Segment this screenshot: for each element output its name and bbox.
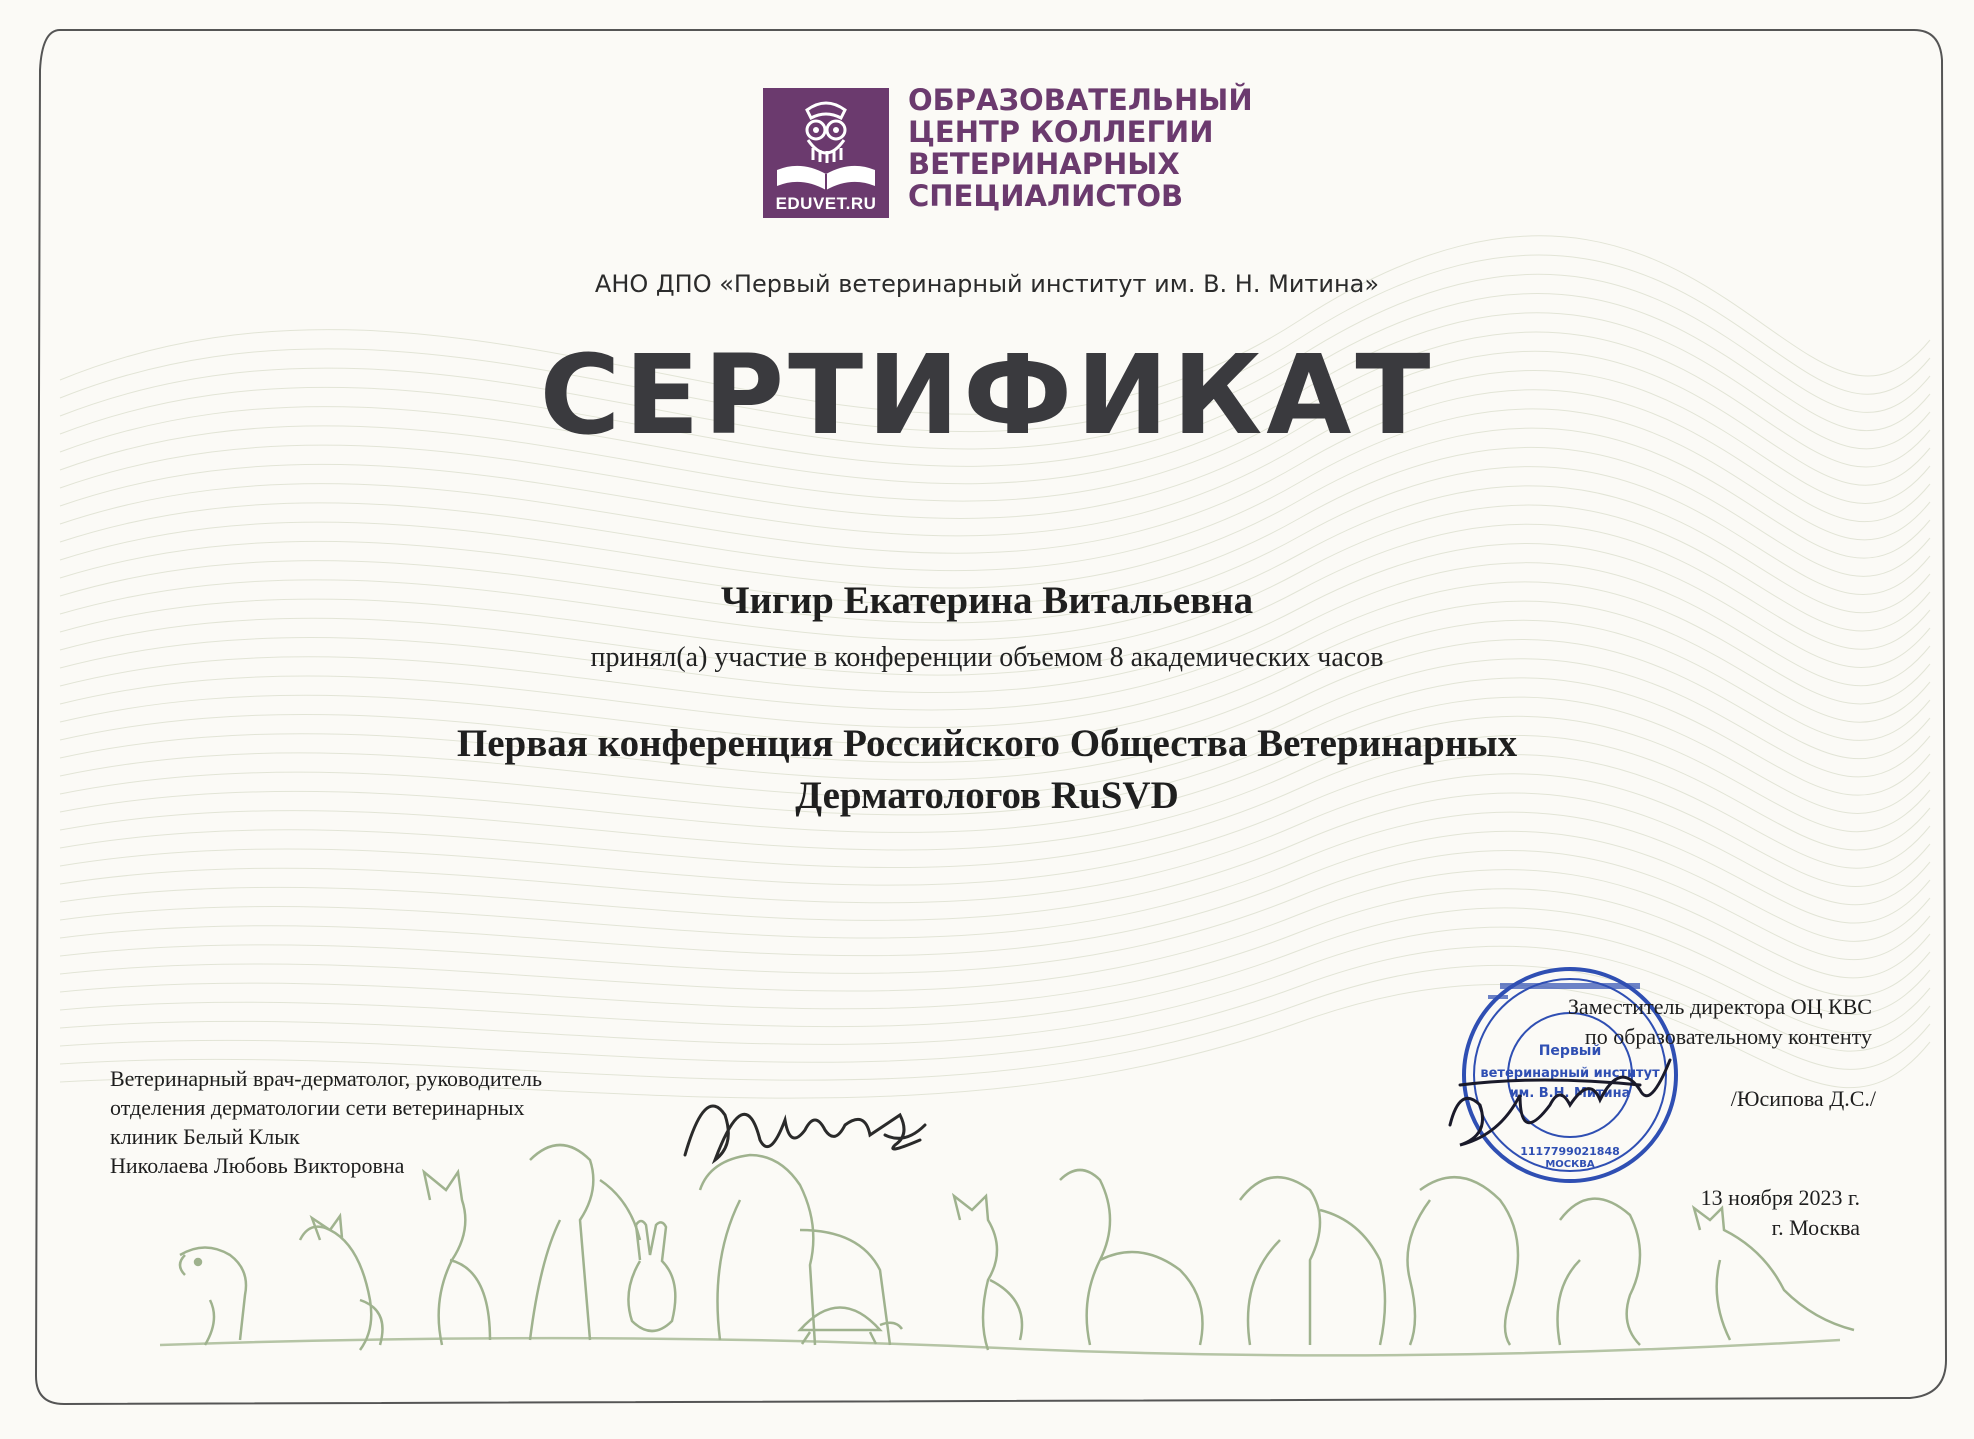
director-name: /Юсипова Д.С./ bbox=[1730, 1086, 1876, 1111]
speaker-name: Николаева Любовь Викторовна bbox=[110, 1153, 405, 1178]
director-block bbox=[1480, 992, 1872, 1052]
participation-text: принял(а) участие в конференции объемом 8 академических часов bbox=[590, 642, 1384, 673]
director-position: по образовательному контенту bbox=[1584, 1024, 1872, 1049]
logo bbox=[763, 88, 889, 218]
certificate-title: СЕРТИФИКАТ bbox=[539, 331, 1435, 459]
speaker-block bbox=[110, 1064, 670, 1180]
director-position: Заместитель директора ОЦ КВС bbox=[1567, 994, 1872, 1019]
speaker-signature bbox=[665, 1075, 985, 1185]
svg-text:1117799021848: 1117799021848 bbox=[1520, 1145, 1620, 1158]
owl-book-icon bbox=[763, 88, 889, 198]
logo-line: СПЕЦИАЛИСТОВ bbox=[908, 179, 1184, 213]
speaker-line: отделения дерматологии сети ветеринарных bbox=[110, 1095, 525, 1120]
logo-line: ОБРАЗОВАТЕЛЬНЫЙ bbox=[908, 83, 1253, 117]
speaker-line: Ветеринарный врач-дерматолог, руководитель bbox=[110, 1066, 543, 1091]
conference-title bbox=[0, 718, 1974, 822]
svg-text:МОСКВА: МОСКВА bbox=[1545, 1159, 1595, 1170]
issue-date-block bbox=[1560, 1183, 1860, 1243]
institution-name: АНО ДПО «Первый ветеринарный институт им. В. Н. Митина» bbox=[594, 270, 1380, 298]
issue-city: г. Москва bbox=[1771, 1215, 1860, 1240]
svg-text:им. В.Н. Митина: им. В.Н. Митина bbox=[1509, 1086, 1631, 1101]
svg-text:Первый: Первый bbox=[1538, 1043, 1602, 1059]
logo-wordmark bbox=[908, 84, 1328, 212]
logo-url: EDUVET.RU bbox=[775, 194, 877, 213]
svg-text:ветеринарный институт: ветеринарный институт bbox=[1480, 1066, 1660, 1081]
conference-title-line: Дерматологов RuSVD bbox=[795, 774, 1179, 817]
logo-line: ВЕТЕРИНАРНЫХ bbox=[908, 147, 1180, 181]
conference-title-line: Первая конференция Российского Общества Ветеринарных bbox=[456, 722, 1518, 765]
recipient-name: Чигир Екатерина Витальевна bbox=[720, 579, 1254, 622]
logo-line: ЦЕНТР КОЛЛЕГИИ bbox=[908, 115, 1214, 149]
speaker-line: клиник Белый Клык bbox=[110, 1124, 300, 1149]
issue-date: 13 ноября 2023 г. bbox=[1700, 1185, 1860, 1210]
